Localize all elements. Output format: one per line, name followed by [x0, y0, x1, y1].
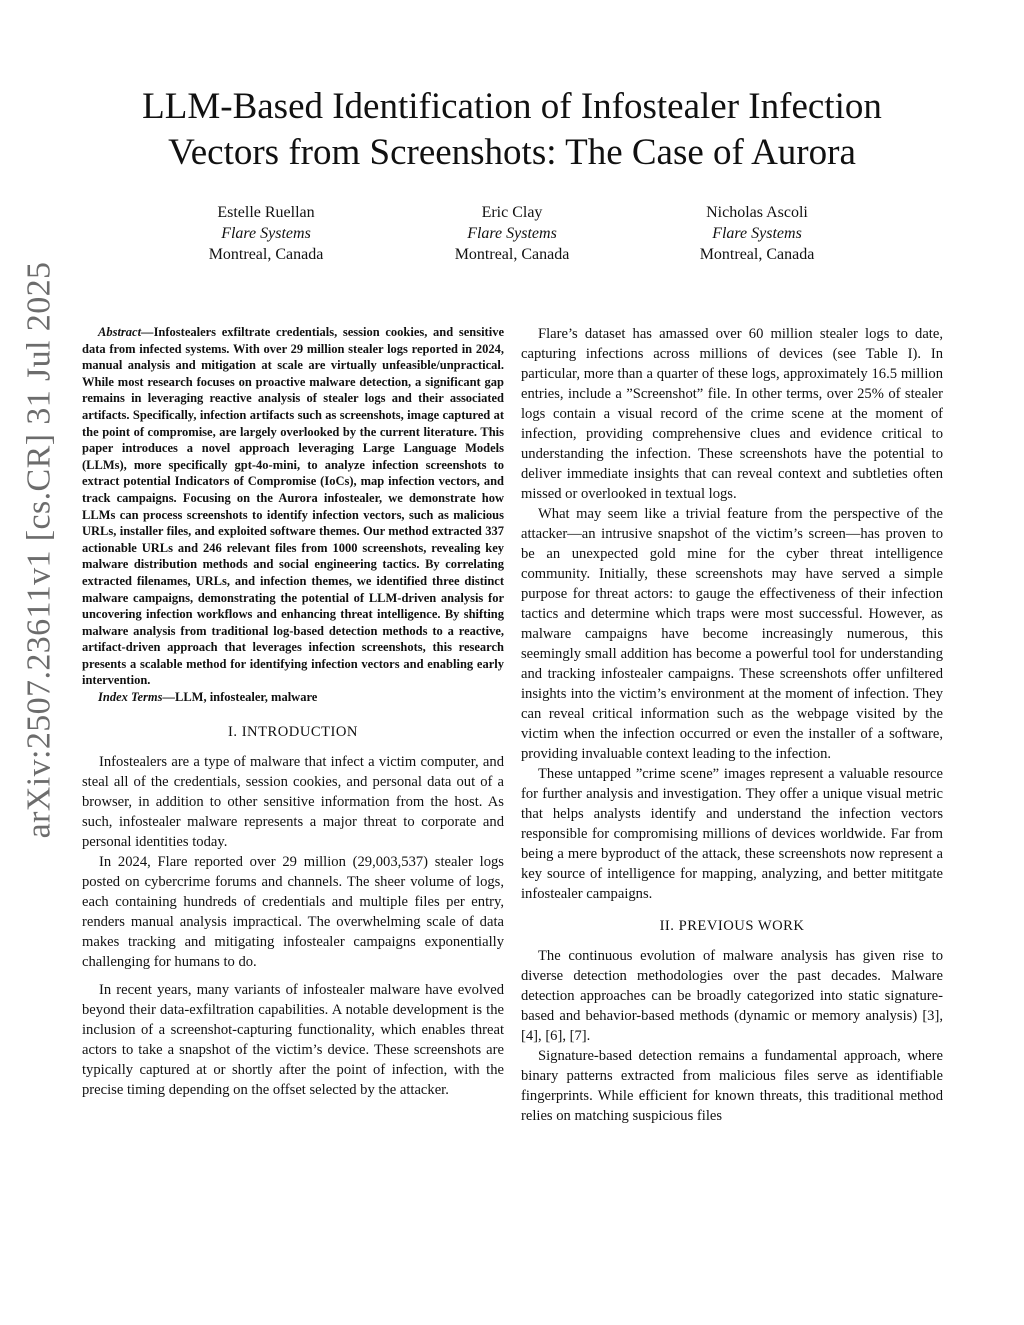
author-block-3: [637, 202, 877, 265]
author-name: Eric Clay: [481, 204, 543, 221]
left-column: [82, 324, 504, 1100]
intro-paragraph: Flare’s dataset has amassed over 60 million stealer logs to date, capturing infections across millions of devices (see Table I). In particular, more than a quarter of these logs, approximately 16.5 million entries, include a ”Screenshot” file. In other terms, over 25% of stealer logs contain a visual record of the crime scene at the moment of infection, providing comprehensive clues and evidence critical to understanding the infection. These screenshots have the potential to deliver immediate insights that can reveal context and subtleties often missed or overlooked in textual logs.: [521, 326, 943, 502]
abstract-body: Infostealers exfiltrate credentials, session cookies, and sensitive data from infected systems. With over 29 million stealer logs reported in 2024, manual analysis and mitigation at scale are virtually unfeasible/unpractical. While most research focuses on proactive malware detection, a significant gap remains in leveraging reactive analysis of stealer logs and their associated artifacts. Specifically, infection artifacts such as screenshots, image captured at the point of compromise, are largely overlooked by the current literature. This paper introduces a novel approach leveraging Large Language Models (LLMs), more specifically gpt-4o-mini, to analyze infection screenshots to extract potential Indicators of Compromise (IoCs), map infection vectors, and track campaigns. Focusing on the Aurora infostealer, we demonstrate how LLMs can process screenshots to identify infection vectors, such as malicious URLs, installer files, and exploited software themes. Our method extracted 337 actionable URLs and 246 relevant files from 1000 screenshots, revealing key malware distribution methods and social engineering tactics. By correlating extracted filenames, URLs, and infection themes, we identified three distinct malware campaigns, demonstrating the potential of LLM-driven analysis for uncovering infection workflows and enhancing threat intelligence. By shifting malware analysis from traditional log-based detection methods to a reactive, artifact-driven approach that leverages infection screenshots, this research presents a scalable method for identifying infection vectors and enabling early intervention.: [82, 325, 504, 688]
author-location: Montreal, Canada: [699, 246, 815, 263]
author-location: Montreal, Canada: [208, 246, 324, 263]
author-location: Montreal, Canada: [454, 246, 570, 263]
author-affiliation: Flare Systems: [221, 225, 311, 242]
author-affiliation: Flare Systems: [467, 225, 557, 242]
paper-title-line-2: Vectors from Screenshots: The Case of Aurora: [168, 132, 856, 173]
intro-paragraph: What may seem like a trivial feature from the perspective of the attacker—an intrusive snapshot of the victim’s screen—has proven to be an unexpected gold mine for the cyber threat intelligence community. Initially, these screenshots may have served a simple purpose for threat actors: to gauge the effectiveness of their infection tactics and determine which traps were most successful. However, as malware campaigns have become increasingly numerous, this seemingly small addition has become a powerful tool for understanding and tracking infostealer campaigns. These screenshots offer unfiltered insights into the victim’s environment at the moment of infection. They can reveal critical information such as the webpage visited by the victim when the infection occurred or even the installer of a software, providing invaluable context leading to the infection.: [521, 506, 943, 762]
intro-paragraph: In recent years, many variants of infostealer malware have evolved beyond their data-exfiltration capabilities. A notable development is the inclusion of a screenshot-capturing functionality, which enables threat actors to take a snapshot of the victim’s device. These screenshots are typically captured at or shortly after the point of infection, with the precise timing depending on the offset selected by the attacker.: [82, 981, 504, 1098]
section-heading-previous-work: II. PREVIOUS WORK: [659, 918, 805, 934]
section-heading-introduction: I. INTRODUCTION: [228, 723, 358, 740]
previous-work-paragraph: The continuous evolution of malware analysis has given rise to diverse detection methodologies over the past decades. Malware detection approaches can be broadly categorized into static signature-based and behavior-based methods (dynamic or memory analysis) [3], [4], [6], [7].: [521, 948, 943, 1044]
intro-paragraph: These untapped ”crime scene” images represent a valuable resource for further analysis and investigation. They offer a unique visual metric that helps analysts identify and understand the infection vectors responsible for compromising millions of devices worldwide. Far from being a mere byproduct of the attack, these screenshots now represent a key source of intelligence for mapping, analyzing, and better mititgate infostealer campaigns.: [521, 766, 943, 902]
arxiv-identifier-text: arXiv:2507.23611v1 [cs.CR] 31 Jul 2025: [20, 261, 57, 839]
index-terms-body: LLM, infostealer, malware: [174, 690, 318, 705]
index-terms: [82, 689, 504, 706]
arxiv-identifier-stamp: [4, 120, 74, 980]
intro-paragraph: In 2024, Flare reported over 29 million (29,003,537) stealer logs posted on cybercrime forums and channels. The sheer volume of logs, each containing hundreds of credentials and multiple files per entry, renders manual analysis impractical. The overwhelming scale of data makes tracking and mitigating infostealer campaigns exponentially challenging for humans to do.: [82, 853, 504, 970]
paper-title: [0, 84, 1024, 176]
paper-title-line-1: LLM-Based Identification of Infostealer Infection: [142, 86, 882, 127]
author-name: Estelle Ruellan: [217, 204, 315, 221]
author-block-1: [146, 202, 386, 265]
abstract-lead: Abstract—: [98, 325, 154, 339]
index-terms-lead: Index Terms—: [98, 690, 175, 705]
author-name: Nicholas Ascoli: [706, 204, 808, 221]
author-block-2: [392, 202, 632, 265]
right-column: [521, 324, 943, 1126]
author-affiliation: Flare Systems: [712, 225, 802, 242]
abstract: [82, 324, 504, 689]
intro-paragraph: Infostealers are a type of malware that infect a victim computer, and steal all of the credentials, session cookies, and personal data out of a browser, in addition to other sensitive information from the host. As such, infostealer malware represents a major threat to corporate and personal identities today.: [82, 753, 504, 850]
previous-work-paragraph: Signature-based detection remains a fundamental approach, where binary patterns extracted from malicious files serve as identifiable fingerprints. While efficient for known threats, this traditional method relies on matching suspicious files: [521, 1048, 943, 1124]
